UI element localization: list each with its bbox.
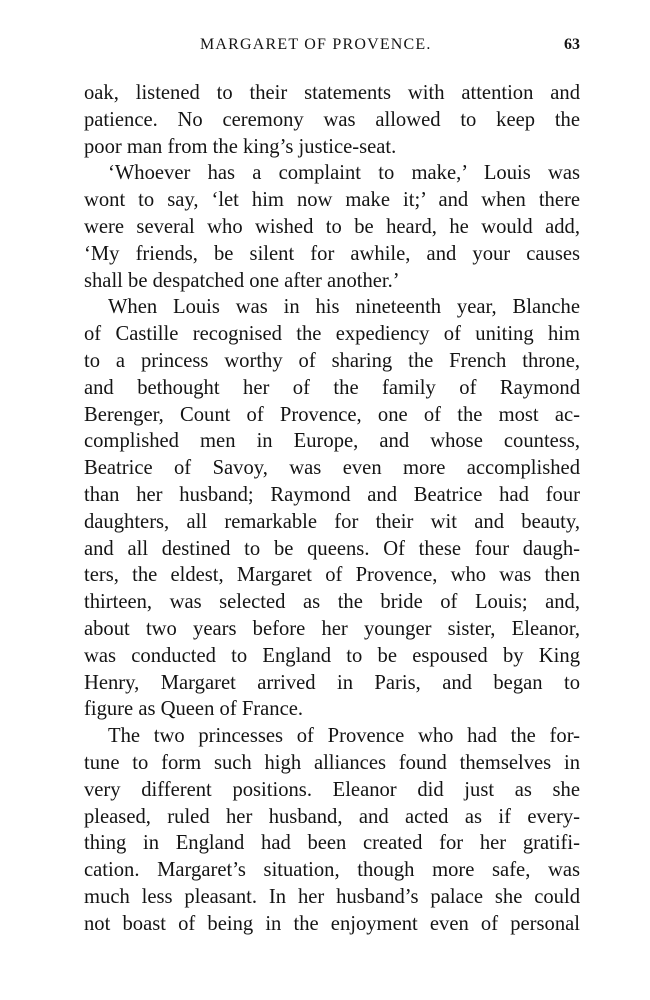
body-text [84, 80, 580, 938]
paragraph [84, 294, 580, 723]
text-line: thing in England had been created for her gratifi- [84, 832, 580, 855]
running-head [80, 36, 580, 58]
text-line: very different positions. Eleanor did just as she [84, 778, 580, 801]
text-line: much less pleasant. In her husband’s palace she could [84, 885, 580, 908]
text-line: daughters, all remarkable for their wit and beauty, [84, 510, 580, 533]
text-line: tune to form such high alliances found themselves in [84, 751, 580, 774]
text-line: The two princesses of Provence who had the for- [108, 725, 580, 748]
text-line: poor man from the king’s justice-seat. [84, 135, 397, 158]
text-line: not boast of being in the enjoyment even of personal [84, 912, 580, 935]
text-line: ‘My friends, be silent for awhile, and your causes [84, 242, 580, 265]
text-line: pleased, ruled her husband, and acted as if every- [84, 805, 580, 828]
text-line: than her husband; Raymond and Beatrice had four [84, 483, 580, 506]
text-line: to a princess worthy of sharing the French throne, [84, 349, 580, 372]
text-line: and bethought her of the family of Raymond [84, 376, 580, 399]
text-line: and all destined to be queens. Of these four daugh- [84, 537, 580, 560]
text-line: Berenger, Count of Provence, one of the most ac- [84, 403, 580, 426]
page-number: 63 [564, 36, 580, 53]
text-line: patience. No ceremony was allowed to keep the [84, 108, 580, 131]
running-title: MARGARET OF PROVENCE. [200, 36, 432, 53]
paragraph [84, 723, 580, 937]
text-line: complished men in Europe, and whose countess, [84, 430, 580, 453]
text-line: about two years before her younger sister, Eleanor, [84, 617, 580, 640]
text-line: figure as Queen of France. [84, 698, 303, 721]
text-line: thirteen, was selected as the bride of Louis; and, [84, 591, 580, 614]
text-line: ‘Whoever has a complaint to make,’ Louis was [108, 162, 580, 185]
text-line: was conducted to England to be espoused by King [84, 644, 580, 667]
paragraph [84, 160, 580, 294]
text-line: ters, the eldest, Margaret of Provence, who was then [84, 564, 580, 587]
text-line: oak, listened to their statements with attention and [84, 82, 580, 104]
text-line: wont to say, ‘let him now make it;’ and when there [84, 189, 580, 212]
text-line: When Louis was in his nineteenth year, Blanche [108, 296, 580, 319]
text-line: of Castille recognised the expediency of uniting him [84, 323, 580, 346]
text-line: Henry, Margaret arrived in Paris, and began to [84, 671, 580, 694]
paragraph [84, 80, 580, 160]
text-line: were several who wished to be heard, he would add, [84, 215, 580, 238]
text-line: shall be despatched one after another.’ [84, 269, 400, 292]
text-line: cation. Margaret’s situation, though more safe, was [84, 859, 580, 882]
text-line: Beatrice of Savoy, was even more accomplished [84, 457, 580, 480]
